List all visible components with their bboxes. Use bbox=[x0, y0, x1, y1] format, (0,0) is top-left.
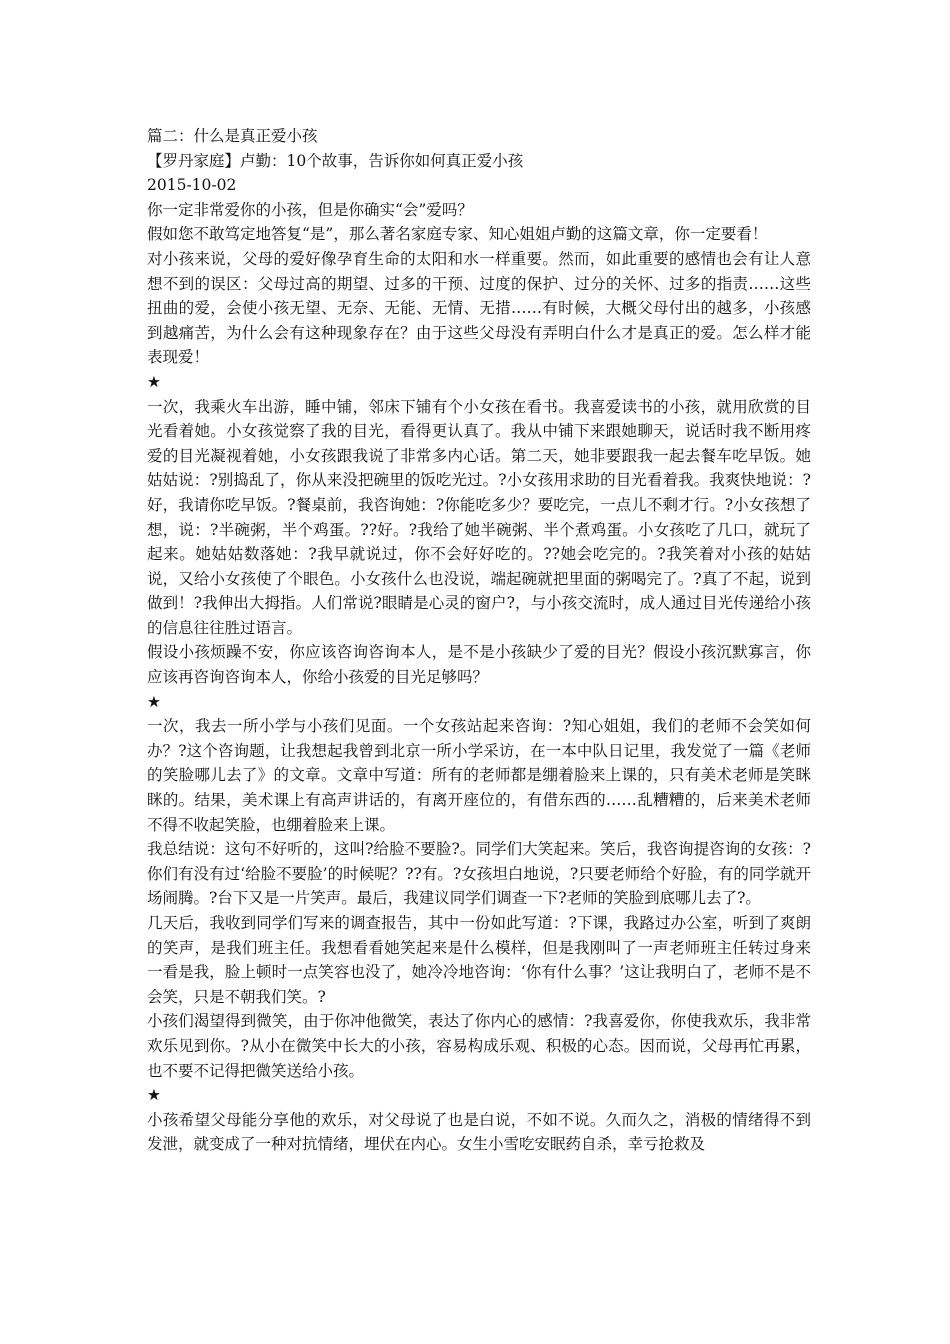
paragraph: 小孩希望父母能分享他的欢乐，对父母说了也是白说，不如不说。久而久之，消极的情绪得不到发泄，就变成了一种对抗情绪，埋伏在内心。女生小雪吃安眠药自杀，幸亏抢救及 bbox=[147, 1110, 811, 1154]
paragraph: 一次，我乘火车出游，睡中铺，邻床下铺有个小女孩在看书。我喜爱读书的小孩，就用欣赏的目光看着她。小女孩觉察了我的目光，看得更认真了。我从中铺下来跟她聊天，说话时我不断用疼爱的目光凝视着她，小女孩跟我说了非常多内心话。第二天，她非要跟我一起去餐车吃早饭。她姑姑说：?别捣乱了，你从来没把碗里的饭吃光过。?小女孩用求助的目光看着我。我爽快地说：?好，我请你吃早饭。?餐桌前，我咨询她：?你能吃多少？要吃完，一点儿不剩才行。?小女孩想了想，说：?半碗粥，半个鸡蛋。??好。?我给了她半碗粥、半个煮鸡蛋。小女孩吃了几口，就玩了起来。她姑姑数落她：?我早就说过，你不会好好吃的。??她会吃完的。?我笑着对小孩的姑姑说，又给小女孩使了个眼色。小女孩什么也没说，端起碗就把里面的粥喝完了。?真了不起，说到做到！?我伸出大拇指。人们常说?眼睛是心灵的窗户?，与小孩交流时，成人通过目光传递给小孩的信息往往胜过语言。 bbox=[147, 397, 811, 637]
star-separator: ★ bbox=[147, 372, 161, 391]
paragraph: 一次，我去一所小学与小孩们见面。一个女孩站起来咨询：?知心姐姐，我们的老师不会笑如何办？?这个咨询题，让我想起我曾到北京一所小学采访，在一本中队日记里，我发觉了一篇《老师的笑脸哪儿去了》的文章。文章中写道：所有的老师都是绷着脸来上课的，只有美术老师是笑眯眯的。结果，美术课上有高声讲话的，有离开座位的，有借东西的……乱糟糟的，后来美术老师不得不收起笑脸，也绷着脸来上课。 bbox=[147, 717, 811, 834]
paragraph: 几天后，我收到同学们写来的调查报告，其中一份如此写道：?下课，我路过办公室，听到了爽朗的笑声，是我们班主任。我想看看她笑起来是什么模样，但是我刚叫了一声老师班主任转过身来一看是我，脸上顿时一点笑容也没了，她冷冷地咨询：‘你有什么事？’这让我明白了，老师不是不会笑，只是不朝我们笑。? bbox=[147, 914, 811, 1006]
star-separator: ★ bbox=[147, 692, 161, 711]
article-title: 【罗丹家庭】卢勤：10个故事，告诉你如何真正爱小孩 bbox=[147, 151, 524, 170]
paragraph: 假如您不敢笃定地答复“是”，那么著名家庭专家、知心姐姐卢勤的这篇文章，你一定要看！ bbox=[147, 225, 768, 244]
star-separator: ★ bbox=[147, 1086, 161, 1105]
article-date: 2015-10-02 bbox=[147, 176, 237, 195]
paragraph: 你一定非常爱你的小孩，但是你确实“会”爱吗？ bbox=[147, 200, 473, 219]
paragraph: 小孩们渴望得到微笑，由于你冲他微笑，表达了你内心的感情：?我喜爱你，你使我欢乐，我非常欢乐见到你。?从小在微笑中长大的小孩，容易构成乐观、积极的心态。因而说，父母再忙再累，也不要不记得把微笑送给小孩。 bbox=[147, 1012, 811, 1080]
paragraph: 假设小孩烦躁不安，你应该咨询咨询本人，是不是小孩缺少了爱的目光？假设小孩沉默寡言，你应该再咨询咨询本人，你给小孩爱的目光足够吗？ bbox=[147, 643, 811, 687]
document-body bbox=[147, 124, 811, 1157]
paragraph: 对小孩来说，父母的爱好像孕育生命的太阳和水一样重要。然而，如此重要的感情也会有让人意想不到的误区：父母过高的期望、过多的干预、过度的保护、过分的关怀、过多的指责……这些扭曲的爱，会使小孩无望、无奈、无能、无情、无措……有时候，大概父母付出的越多，小孩感到越痛苦，为什么会有这种现象存在？由于这些父母没有弄明白什么才是真正的爱。怎么样才能表现爱！ bbox=[147, 249, 811, 367]
section-heading: 篇二：什么是真正爱小孩 bbox=[147, 127, 318, 145]
paragraph: 我总结说：这句不好听的，这叫?给脸不要脸?。同学们大笑起来。笑后，我咨询提咨询的女孩：?你们有没有过‘给脸不要脸’的时候呢？??有。?女孩坦白地说，?只要老师给个好脸，有的同学就开场闹腾。?台下又是一片笑声。最后，我建议同学们调查一下?老师的笑脸到底哪儿去了?。 bbox=[147, 840, 811, 908]
